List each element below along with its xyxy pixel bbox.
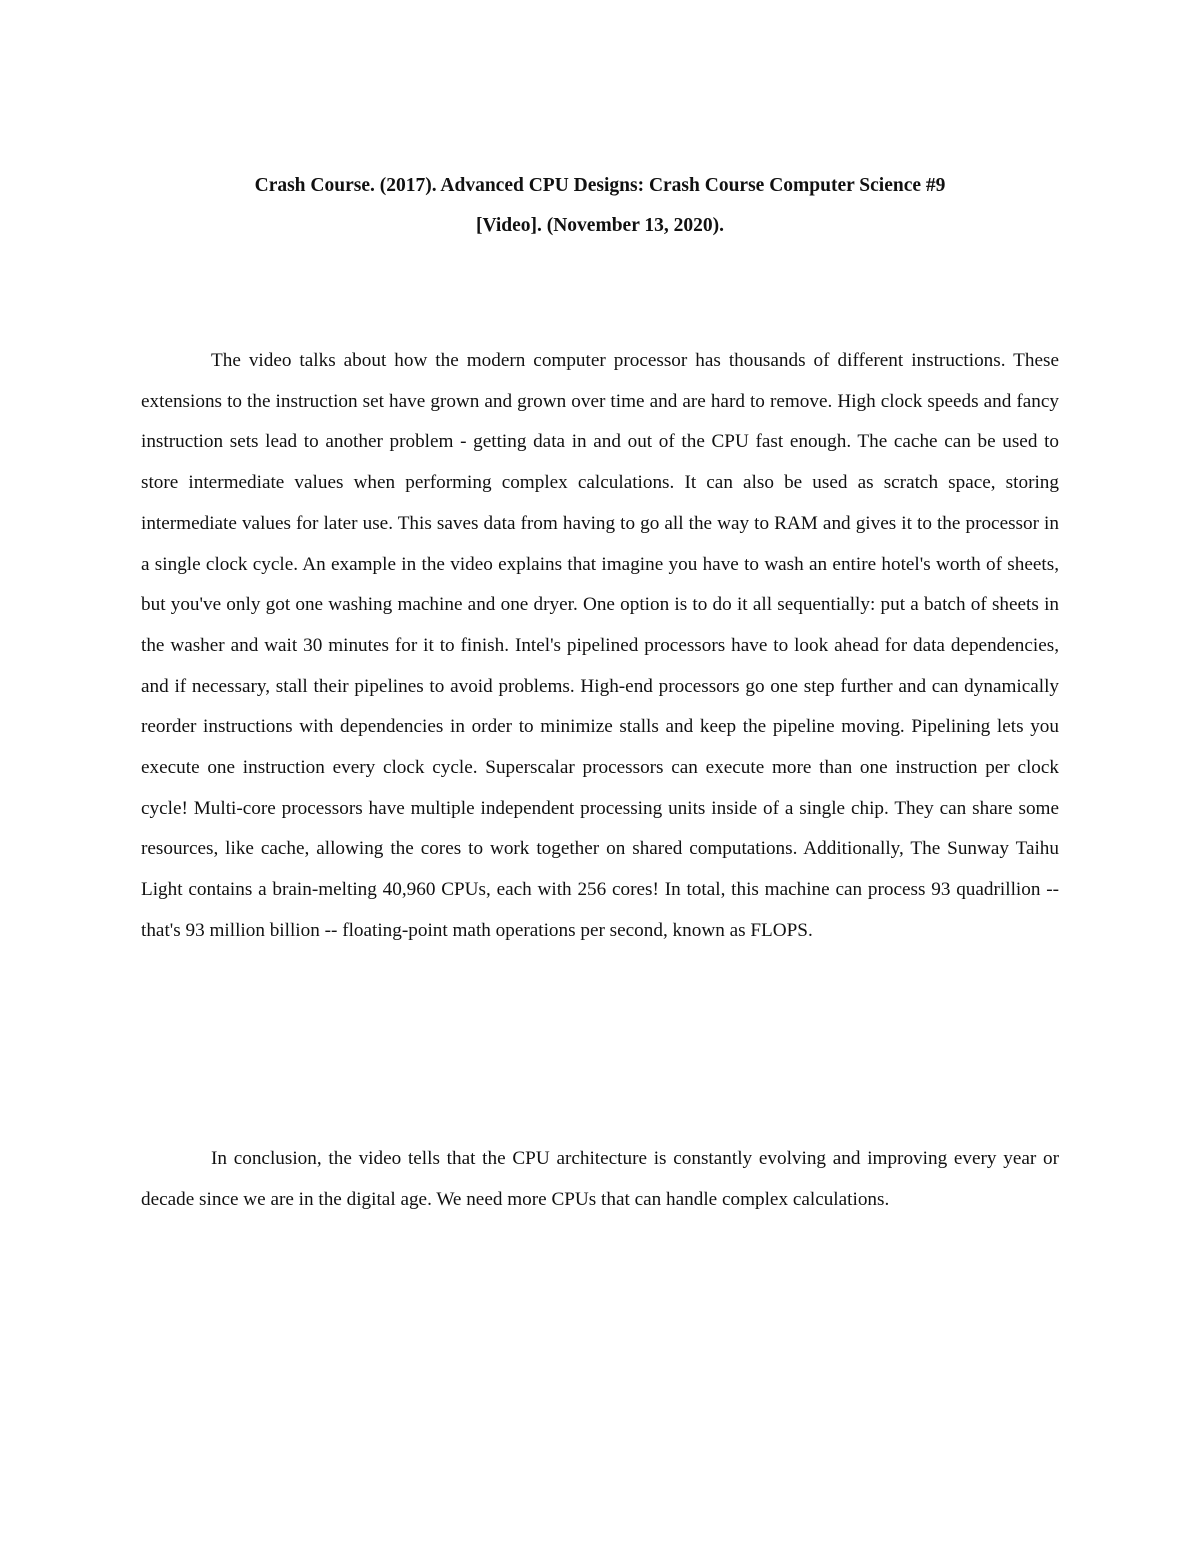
- reference-title-line-2: [Video]. (November 13, 2020).: [475, 215, 725, 236]
- reference-title-line-1: Crash Course. (2017). Advanced CPU Designs: Crash Course Computer Science #9: [254, 175, 946, 196]
- conclusion-paragraph: In conclusion, the video tells that the CPU architecture is constantly evolving and improving every year or decade since we are in the digital age. We need more CPUs that can handle complex calculations.: [141, 1148, 1059, 1210]
- reference-title: [120, 166, 1080, 246]
- summary-paragraph: The video talks about how the modern computer processor has thousands of different instructions. These extensions to the instruction set have grown and grown over time and are hard to remove. High clock speeds and fancy instruction sets lead to another problem - getting data in and out of the CPU fast enough. The cache can be used to store intermediate values when performing complex calculations. It can also be used as scratch space, storing intermediate values for later use. This saves data from having to go all the way to RAM and gives it to the processor in a single clock cycle. An example in the video explains that imagine you have to wash an entire hotel's worth of sheets, but you've only got one washing machine and one dryer. One option is to do it all sequentially: put a batch of sheets in the washer and wait 30 minutes for it to finish. Intel's pipelined processors have to look ahead for data dependencies, and if necessary, stall their pipelines to avoid problems. High-end processors go one step further and can dynamically reorder instructions with dependencies in order to minimize stalls and keep the pipeline moving. Pipelining lets you execute one instruction every clock cycle. Superscalar processors can execute more than one instruction per clock cycle! Multi-core processors have multiple independent processing units inside of a single chip. They can share some resources, like cache, allowing the cores to work together on shared computations. Additionally, The Sunway Taihu Light contains a brain-melting 40,960 CPUs, each with 256 cores! In total, this machine can process 93 quadrillion -- that's 93 million billion -- floating-point math operations per second, known as FLOPS.: [141, 350, 1059, 941]
